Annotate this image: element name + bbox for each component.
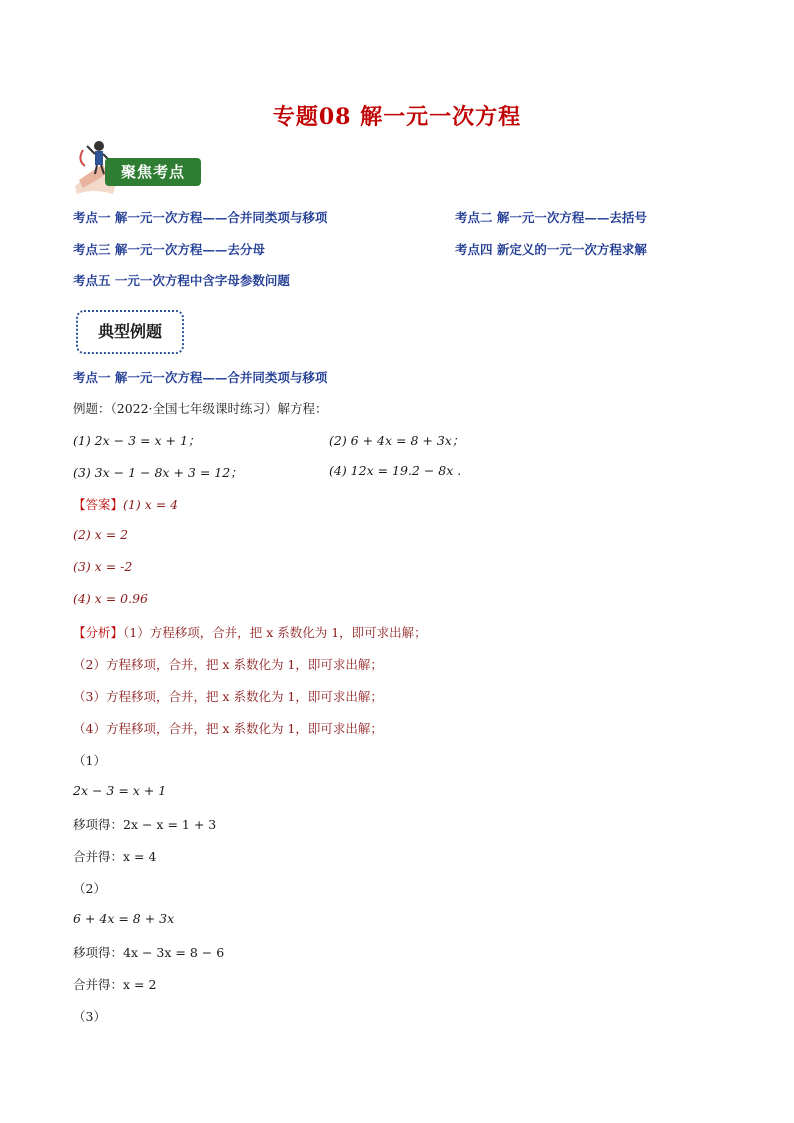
point-4: 考点四 新定义的一元一次方程求解: [455, 242, 647, 257]
answer-3: (3) x = -2: [73, 559, 133, 574]
banner-label: 聚焦考点: [105, 158, 201, 186]
answer-line: [73, 495, 178, 513]
solution-line-1: （1）: [73, 753, 106, 768]
answer-tag: 【答案】: [73, 497, 124, 512]
analysis-tag: 【分析】: [73, 625, 124, 640]
solution-line-4: 合并得：x = 4: [73, 849, 157, 864]
section-heading: 考点一 解一元一次方程——合并同类项与移项: [73, 370, 328, 385]
page-title: 专题08 解一元一次方程: [272, 104, 522, 130]
analysis-text-4: （4）方程移项，合并，把 x 系数化为 1，即可求出解；: [73, 721, 383, 736]
answer-4: (4) x = 0.96: [73, 591, 148, 606]
answer-2: (2) x = 2: [73, 527, 129, 542]
answer-1: (1) x = 4: [123, 497, 179, 512]
solution-line-6: 6 + 4x = 8 + 3x: [73, 911, 175, 926]
analysis-text-1: （1）方程移项，合并，把 x 系数化为 1，即可求出解；: [123, 625, 427, 640]
point-3: 考点三 解一元一次方程——去分母: [73, 242, 265, 257]
problem-1: (1) 2x − 3 = x + 1；: [73, 433, 201, 448]
example-intro: 例题：（2022·全国七年级课时练习）解方程：: [73, 401, 328, 416]
problem-4: (4) 12x = 19.2 − 8x .: [329, 463, 462, 478]
section-title: 典型例题: [76, 310, 184, 354]
point-1: 考点一 解一元一次方程——合并同类项与移项: [73, 210, 328, 225]
problem-2: (2) 6 + 4x = 8 + 3x；: [329, 433, 465, 448]
point-2: 考点二 解一元一次方程——去括号: [455, 210, 647, 225]
analysis-text-2: （2）方程移项，合并，把 x 系数化为 1，即可求出解；: [73, 657, 383, 672]
focus-points-banner: [73, 140, 203, 194]
solution-line-2: 2x − 3 = x + 1: [73, 783, 167, 798]
point-5: 考点五 一元一次方程中含字母参数问题: [73, 273, 290, 288]
analysis-line-1: [73, 623, 427, 641]
analysis-text-3: （3）方程移项，合并，把 x 系数化为 1，即可求出解；: [73, 689, 383, 704]
solution-line-5: （2）: [73, 881, 106, 896]
problem-3: (3) 3x − 1 − 8x + 3 = 12；: [73, 465, 243, 480]
solution-line-8: 合并得：x = 2: [73, 977, 157, 992]
solution-line-7: 移项得：4x − 3x = 8 − 6: [73, 945, 225, 960]
solution-line-9: （3）: [73, 1009, 106, 1024]
solution-line-3: 移项得：2x − x = 1 + 3: [73, 817, 217, 832]
